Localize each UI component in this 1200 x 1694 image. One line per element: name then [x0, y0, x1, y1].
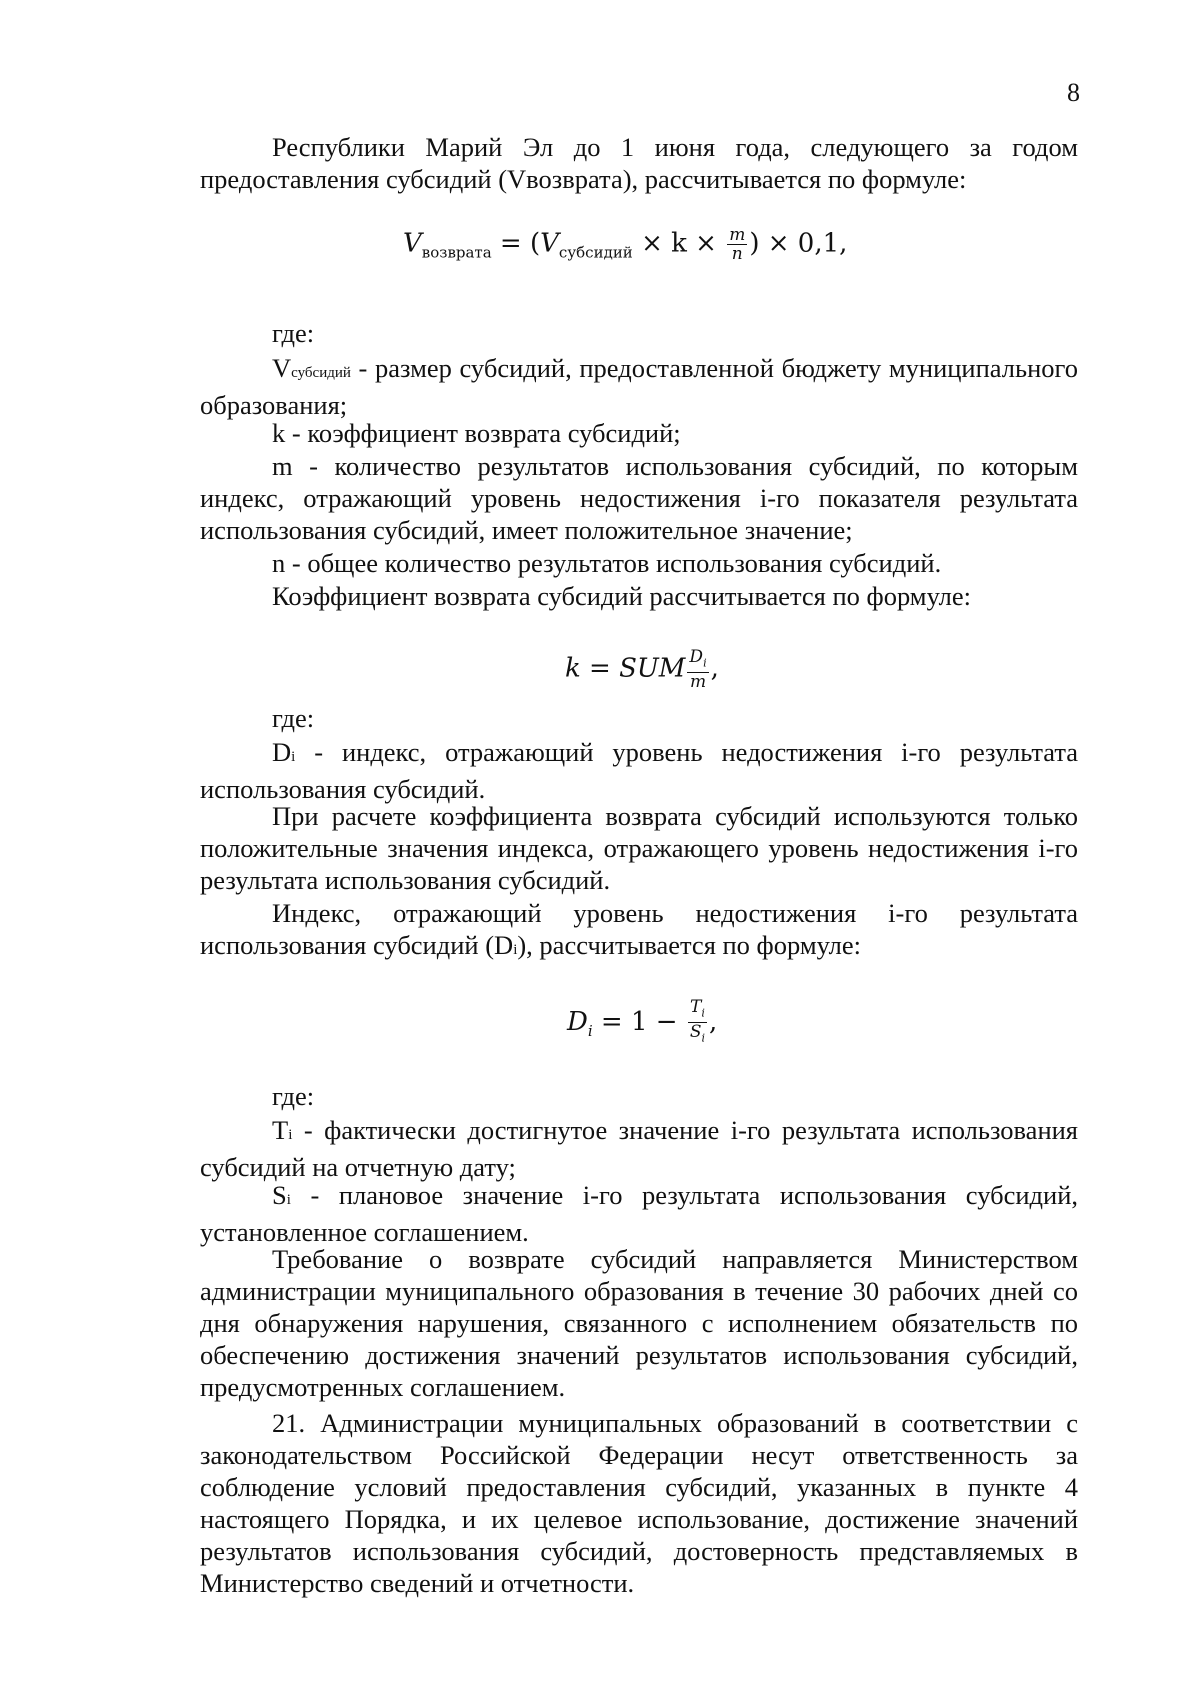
definition-v-subsidy: Vсубсидий - размер субсидий, предоставленной бюджету муниципального образования;: [200, 353, 1078, 420]
definition-si: Si - плановое значение i-го результата использования субсидий, установленное соглашением.: [200, 1180, 1078, 1247]
paragraph-k-intro: Коэффициент возврата субсидий рассчитывается по формуле:: [272, 581, 972, 611]
formula-di: $D_i = 1$ − $\frac{T_i}{S_i}$ ,: [567, 998, 717, 1048]
formula-v-return: $V_{возврата} = (V_{субсидий} \times k$ × $\frac{m}{n}$ ) × 0,1,: [403, 225, 848, 264]
paragraph-index-intro: Индекс, отражающий уровень недостижения i-го результата использования субсидий (Di), рассчитывается по формуле:: [200, 898, 1078, 960]
fraction-m-n: $\frac{m}{n}$: [729, 225, 746, 264]
page-number: 8: [1067, 78, 1080, 107]
paragraph-intro: Республики Марий Эл до 1 июня года, следующего за годом предоставления субсидий (Vвозврата), рассчитывается по формуле:: [200, 132, 1078, 194]
where-label: где:: [272, 703, 315, 733]
paragraph-return-demand: Требование о возврате субсидий направляется Министерством администрации муниципального образования в течение 30 рабочих дней со дня обнаружения нарушения, связанного с исполнением обязательств по обеспечению достижения значений результатов использования субсидий, предусмотренных соглашением.: [200, 1244, 1078, 1402]
paragraph-21: 21. Администрации муниципальных образований в соответствии с законодательством Российской Федерации несут ответственность за соблюдение условий предоставления субсидий, указанных в пункте 4 настоящего Порядка, и их целевое использование, достижение значений результатов использования субсидий, достоверность представляемых в Министерство сведений и отчетности.: [200, 1408, 1078, 1598]
formula-k: k = SUM $\frac{D_i}{m}$ ,: [565, 647, 719, 693]
definition-n: n - общее количество результатов использования субсидий.: [272, 548, 942, 578]
fraction-ti-si: $\frac{T_i}{S_i}$: [689, 997, 706, 1045]
definition-ti: Ti - фактически достигнутое значение i-го результата использования субсидий на отчетную дату;: [200, 1115, 1078, 1182]
definition-m: m - количество результатов использования субсидий, по которым индекс, отражающий уровень недостижения i-го показателя результата использования субсидий, имеет положительное значение;: [200, 451, 1078, 545]
where-label: где:: [272, 1081, 315, 1111]
where-label: где:: [272, 318, 315, 348]
definition-di: Di - индекс, отражающий уровень недостижения i-го результата использования субсидий.: [200, 737, 1078, 804]
fraction-di-m: $\frac{D_i}{m}$: [689, 647, 707, 693]
definition-k: k - коэффициент возврата субсидий;: [272, 418, 681, 448]
paragraph-positive-values: При расчете коэффициента возврата субсидий используются только положительные значения индекса, отражающего уровень недостижения i-го результата использования субсидий.: [200, 801, 1078, 895]
